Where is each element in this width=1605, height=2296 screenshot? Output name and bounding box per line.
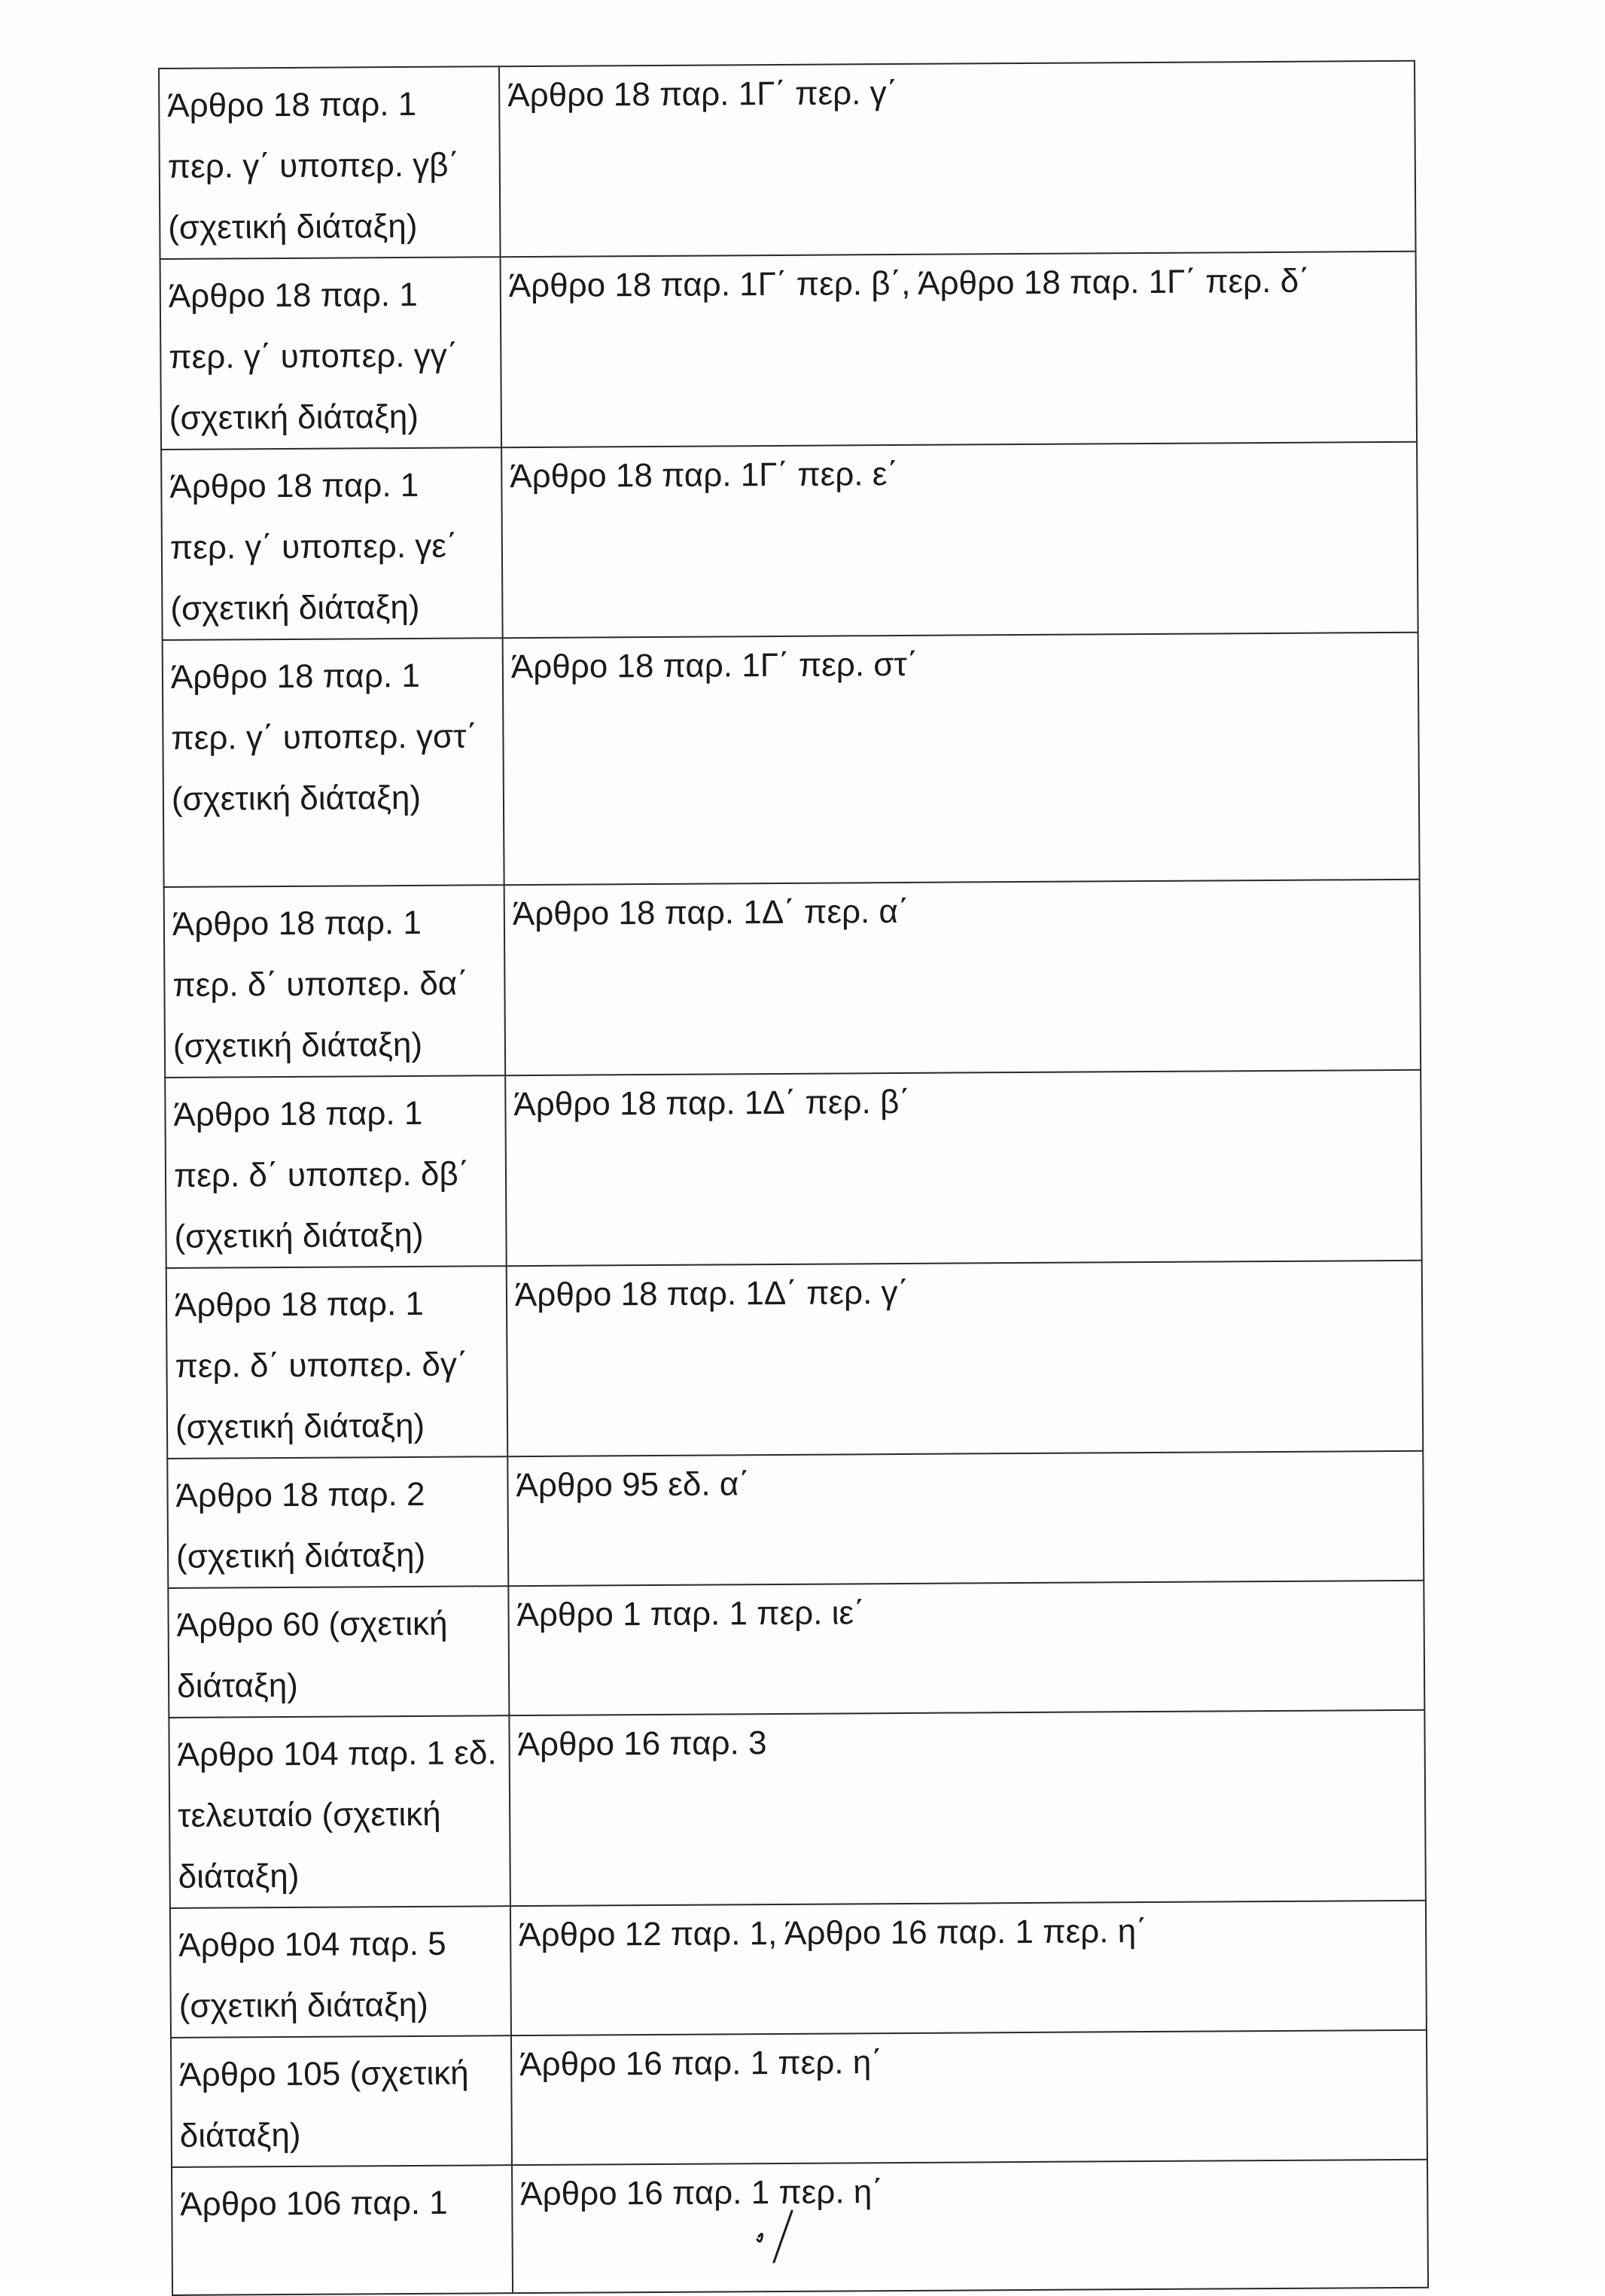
right-cell: Άρθρο 18 παρ. 1Γ΄ περ. ε΄ xyxy=(501,442,1418,638)
right-cell: Άρθρο 16 παρ. 1 περ. η΄ xyxy=(511,2030,1427,2165)
right-cell: Άρθρο 18 παρ. 1Γ΄ περ. β΄, Άρθρο 18 παρ. 1Γ΄ περ. δ΄ xyxy=(501,252,1418,447)
left-cell: Άρθρο 106 παρ. 1 xyxy=(172,2165,513,2295)
right-cell: Άρθρο 95 εδ. α΄ xyxy=(507,1451,1424,1586)
left-cell: Άρθρο 18 παρ. 1 περ. δ΄ υποπερ. δγ΄ (σχετική διάταξη) xyxy=(166,1266,508,1459)
left-cell: Άρθρο 105 (σχετική διάταξη) xyxy=(171,2035,512,2167)
table-row xyxy=(164,880,1421,1078)
right-cell: Άρθρο 12 παρ. 1, Άρθρο 16 παρ. 1 περ. η΄ xyxy=(510,1901,1427,2035)
right-cell: Άρθρο 18 παρ. 1Δ΄ περ. β΄ xyxy=(505,1070,1422,1266)
left-cell: Άρθρο 18 παρ. 2 (σχετική διάταξη) xyxy=(167,1456,508,1588)
right-cell: Άρθρο 18 παρ. 1Δ΄ περ. α΄ xyxy=(504,880,1421,1075)
right-cell: Άρθρο 16 παρ. 3 xyxy=(509,1710,1426,1906)
right-cell: Άρθρο 18 παρ. 1Γ΄ περ. στ΄ xyxy=(503,633,1420,885)
left-cell: Άρθρο 104 παρ. 1 εδ. τελευταίο (σχετική διάταξη) xyxy=(169,1715,510,1908)
table-row xyxy=(166,1261,1424,1459)
table-row xyxy=(171,2030,1427,2167)
table-row xyxy=(169,1710,1426,1908)
left-cell: Άρθρο 18 παρ. 1 περ. γ΄ υποπερ. γστ΄ (σχετική διάταξη) xyxy=(163,638,504,887)
left-cell: Άρθρο 18 παρ. 1 περ. γ΄ υποπερ. γβ΄ (σχετική διάταξη) xyxy=(159,66,501,259)
left-cell: Άρθρο 60 (σχετική διάταξη) xyxy=(168,1586,509,1718)
table-row xyxy=(160,252,1418,450)
left-cell: Άρθρο 18 παρ. 1 περ. γ΄ υποπερ. γγ΄ (σχετική διάταξη) xyxy=(160,257,502,450)
table-container xyxy=(158,60,1429,2296)
correspondence-table xyxy=(158,60,1429,2296)
handwritten-mark xyxy=(745,2206,836,2267)
table-row xyxy=(167,1451,1424,1588)
table-row xyxy=(161,442,1418,640)
table-row xyxy=(168,1581,1424,1718)
table-row xyxy=(163,633,1420,887)
right-cell: Άρθρο 1 παρ. 1 περ. ιε΄ xyxy=(508,1581,1424,1715)
left-cell: Άρθρο 104 παρ. 5 (σχετική διάταξη) xyxy=(170,1906,511,2038)
left-cell: Άρθρο 18 παρ. 1 περ. δ΄ υποπερ. δα΄ (σχετική διάταξη) xyxy=(164,885,506,1078)
left-cell: Άρθρο 18 παρ. 1 περ. γ΄ υποπερ. γε΄ (σχετική διάταξη) xyxy=(161,447,503,640)
table-row xyxy=(165,1070,1422,1268)
right-cell: Άρθρο 18 παρ. 1Δ΄ περ. γ΄ xyxy=(507,1261,1424,1456)
right-cell: Άρθρο 16 παρ. 1 περ. η΄ xyxy=(512,2160,1428,2293)
table-row xyxy=(170,1901,1427,2038)
right-cell: Άρθρο 18 παρ. 1Γ΄ περ. γ΄ xyxy=(499,61,1416,257)
left-cell: Άρθρο 18 παρ. 1 περ. δ΄ υποπερ. δβ΄ (σχετική διάταξη) xyxy=(165,1075,507,1268)
table-row xyxy=(159,61,1416,259)
